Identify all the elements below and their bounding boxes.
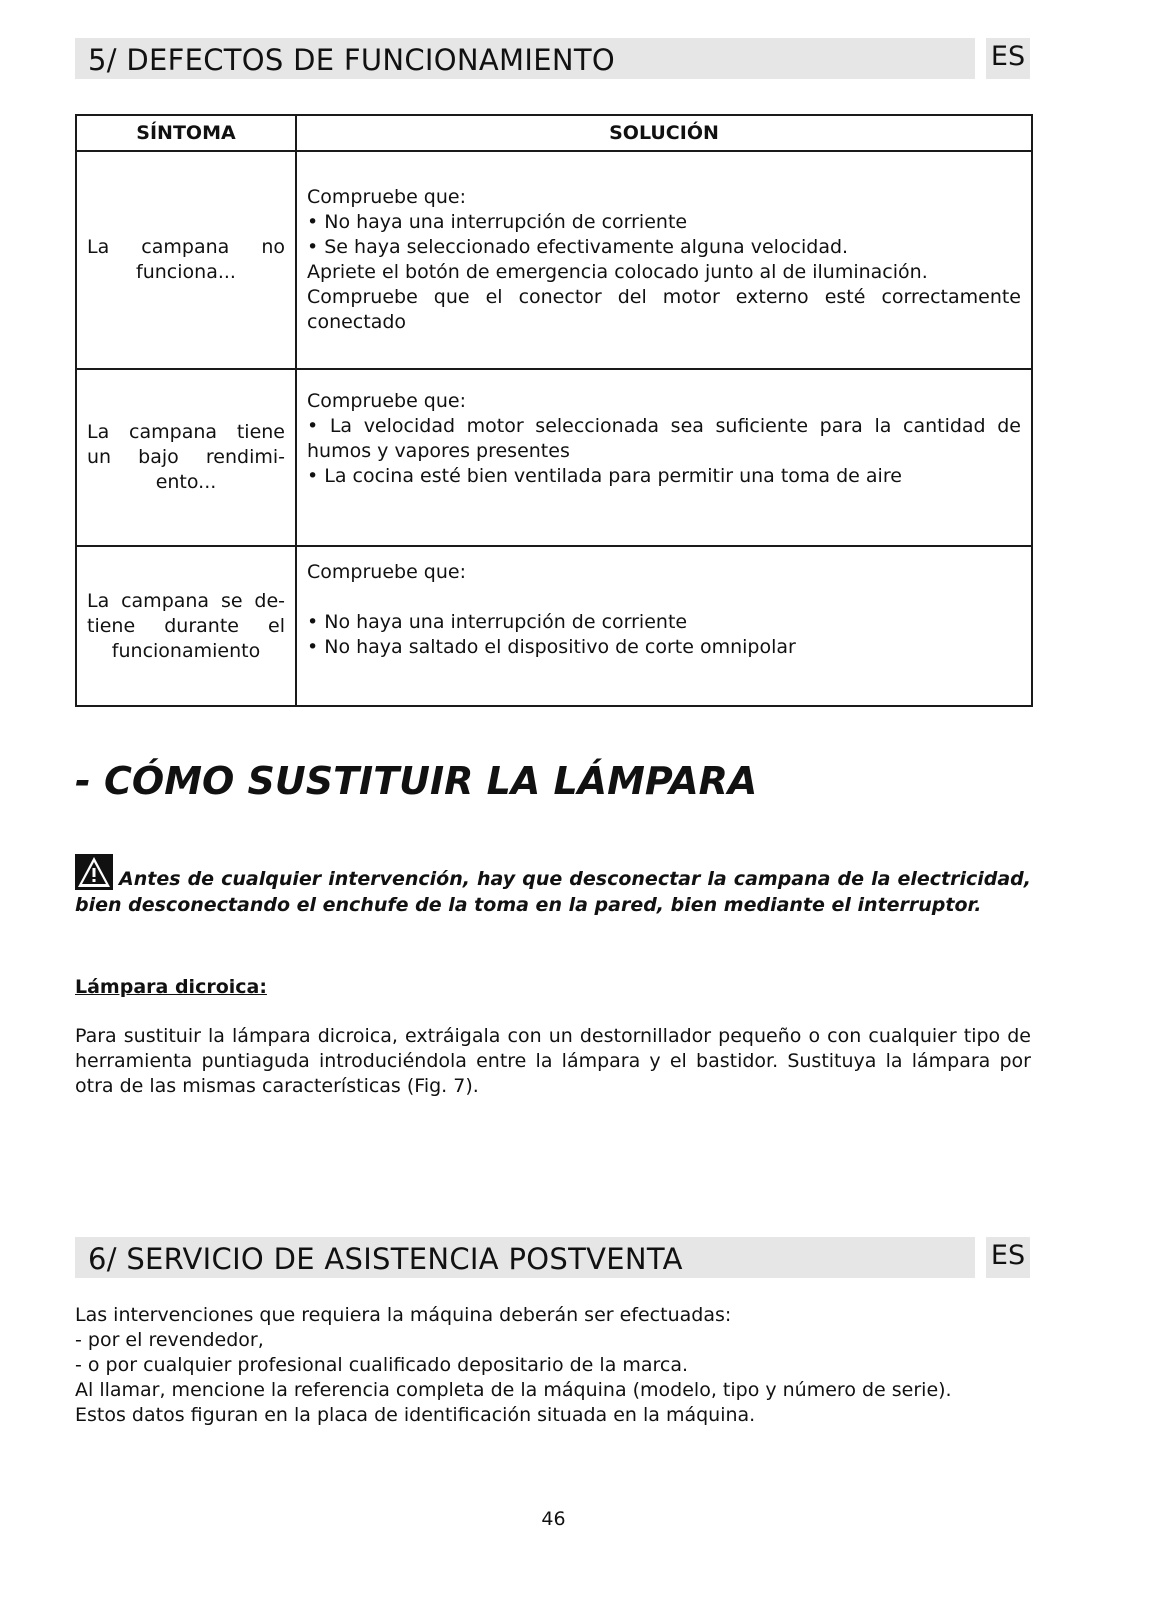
section-6-title: 6/ SERVICIO DE ASISTENCIA POSTVENTA <box>88 1242 683 1276</box>
section-5-header <box>75 38 1030 79</box>
section-6-bar <box>75 1237 975 1278</box>
solution-column-header: SOLUCIÓN <box>296 115 1032 151</box>
service-line: Las intervenciones que requiera la máquina deberán ser efectuadas: <box>75 1304 732 1326</box>
solution-line: Compruebe que: <box>307 561 466 583</box>
warning-notice <box>75 854 1031 918</box>
language-badge: ES <box>986 1237 1030 1278</box>
solution-line: • No haya una interrupción de corriente <box>307 211 688 233</box>
solution-line: Apriete el botón de emergencia colocado junto al de iluminación. <box>307 261 928 283</box>
warning-triangle-icon <box>75 854 113 890</box>
solution-spacer <box>307 585 1021 610</box>
lamp-section-heading: - CÓMO SUSTITUIR LA LÁMPARA <box>75 759 758 803</box>
solution-line: Compruebe que: <box>307 186 466 208</box>
service-line: - o por cualquier profesional cualificado depositario de la marca. <box>75 1354 689 1376</box>
solution-line: Compruebe que: <box>307 390 466 412</box>
service-line: - por el revendedor, <box>75 1329 264 1351</box>
symptom-cell: La campana no funciona... <box>76 151 296 369</box>
section-5-title: 5/ DEFECTOS DE FUNCIONAMIENTO <box>88 43 615 77</box>
table-row <box>76 546 1032 706</box>
solution-line: Compruebe que el conector del motor externo esté correctamente conectado <box>307 286 1021 333</box>
section-6-header <box>75 1237 1030 1278</box>
lamp-replacement-paragraph: Para sustituir la lámpara dicroica, extráigala con un destornillador pequeño o con cualquier tipo de herramienta puntiaguda introduciéndola entre la lámpara y el bastidor. Sustituya la lámpara por otra de las mismas características (Fig. 7). <box>75 1025 1031 1097</box>
solution-cell <box>296 151 1032 369</box>
troubleshooting-table <box>75 114 1033 707</box>
table-header-row <box>76 115 1032 151</box>
solution-line: • No haya una interrupción de corriente <box>307 611 688 633</box>
service-line: Al llamar, mencione la referencia completa de la máquina (modelo, tipo y número de serie). <box>75 1379 952 1401</box>
solution-line: • La cocina esté bien ventilada para permitir una toma de aire <box>307 465 902 487</box>
symptom-cell: La campana tiene un bajo rendimi-ento... <box>76 369 296 546</box>
symptom-cell: La campana se de-tiene durante el funcionamiento <box>76 546 296 706</box>
symptom-column-header: SÍNTOMA <box>76 115 296 151</box>
service-line: Estos datos figuran en la placa de identificación situada en la máquina. <box>75 1404 756 1426</box>
solution-cell <box>296 369 1032 546</box>
dichroic-lamp-subheading: Lámpara dicroica: <box>75 976 267 998</box>
solution-line: • Se haya seleccionado efectivamente alguna velocidad. <box>307 236 849 258</box>
solution-line: • No haya saltado el dispositivo de corte omnipolar <box>307 636 796 658</box>
table-row <box>76 369 1032 546</box>
after-sales-service-text <box>75 1303 1031 1428</box>
solution-cell <box>296 546 1032 706</box>
language-badge: ES <box>986 38 1030 79</box>
section-5-bar <box>75 38 975 79</box>
table-row <box>76 151 1032 369</box>
warning-text: Antes de cualquier intervención, hay que desconectar la campana de la electricidad, bien desconectando el enchufe de la toma en la pared, bien mediante el interruptor. <box>75 868 1031 916</box>
page-number: 46 <box>541 1508 566 1530</box>
solution-line: • La velocidad motor seleccionada sea suficiente para la cantidad de humos y vapores presentes <box>307 415 1021 462</box>
